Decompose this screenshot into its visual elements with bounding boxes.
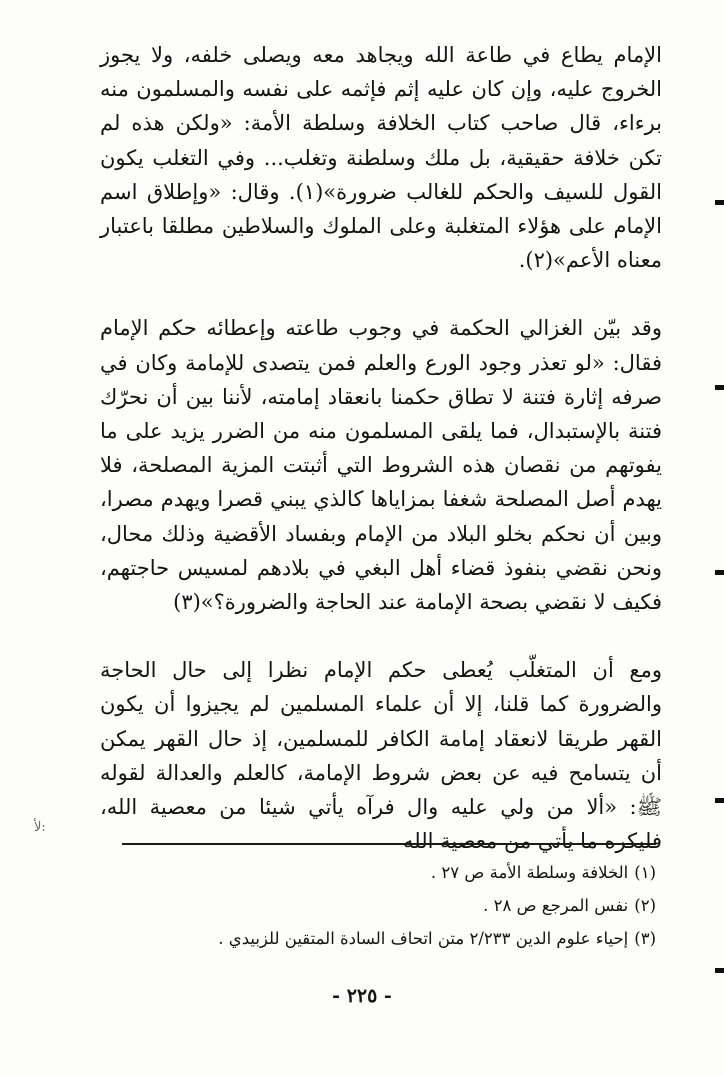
binding-mark [715, 385, 724, 390]
footnote-3 [96, 922, 656, 955]
footnote-number: (٢) [634, 896, 656, 915]
footnote-text: نفس المرجع ص ٢٨ . [483, 896, 629, 915]
footnote-separator [122, 843, 656, 845]
paragraph-gap [100, 277, 662, 311]
footnote-number: (١) [634, 863, 656, 882]
footnote-number: (٣) [634, 929, 656, 948]
footnotes [96, 856, 656, 955]
paragraph-gap [100, 619, 662, 653]
binding-mark [715, 968, 724, 973]
page-number: - ٢٢٥ - [332, 985, 392, 1007]
footnote-1 [96, 856, 656, 889]
paragraph-1: الإمام يطاع في طاعة الله ويجاهد معه ويصلى خلفه، ولا يجوز الخروج عليه، وإن كان عليه إثم فإثمه على نفسه والمسلمون منه برءاء، قال صاحب كتاب الخلافة وسلطة الأمة: «ولكن هذه لم تكن خلافة حقيقية، بل ملك وسلطنة وتغلب... وفي التغلب يكون القول للسيف والحكم للغالب ضرورة»(١). وقال: «وإطلاق اسم الإمام على هؤلاء المتغلبة وعلى الملوك والسلاطين مطلقا باعتبار معناه الأعم»(٢). [100, 43, 662, 273]
footnote-2 [96, 889, 656, 922]
paragraph-2: وقد بيّن الغزالي الحكمة في وجوب طاعته وإعطائه حكم الإمام فقال: «لو تعذر وجود الورع والعلم فمن يتصدى للإمامة وكان في صرفه إثارة فتنة لا تطاق حكمنا بانعقاد إمامته، لأننا بين أن نحرّك فتنة بالإستبدال، فما يلقى المسلمون منه من الضرر يزيد على ما يفوتهم من نقصان هذه الشروط التي أثبتت المزية المصلحة، فلا يهدم أصل المصلحة شغفا بمزاياها كالذي يبني قصرا ويهدم مصرا، وبين أن نحكم بخلو البلاد من الإمام وبفساد الأقضية وذلك محال، ونحن نقضي بنفوذ قضاء أهل البغي في بلادهم لمسيس حاجتهم، فكيف لا نقضي بصحة الإمامة عند الحاجة والضرورة؟»(٣) [100, 316, 662, 615]
binding-mark [715, 798, 724, 803]
body-text [100, 38, 662, 858]
margin-mark: ﻷ: [34, 820, 46, 835]
footnote-text: الخلافة وسلطة الأمة ص ٢٧ . [430, 863, 629, 882]
binding-mark [715, 200, 724, 205]
binding-mark [715, 570, 724, 575]
paragraph-3: ومع أن المتغلّب يُعطى حكم الإمام نظرا إلى حال الحاجة والضرورة كما قلنا، إلا أن علماء المسلمين لم يجيزوا أن يكون القهر طريقا لانعقاد إمامة الكافر للمسلمين، إذ حال القهر يمكن أن يتسامح فيه عن بعض شروط الإمامة، كالعلم والعدالة لقوله ﷺ: «ألا من ولي عليه وال فرآه يأتي شيئا من معصية الله، فليكره ما يأتي من معصية الله [100, 658, 662, 854]
footnote-text: إحياء علوم الدين ٢/٢٣٣ متن اتحاف السادة المتقين للزبيدي . [218, 929, 629, 948]
